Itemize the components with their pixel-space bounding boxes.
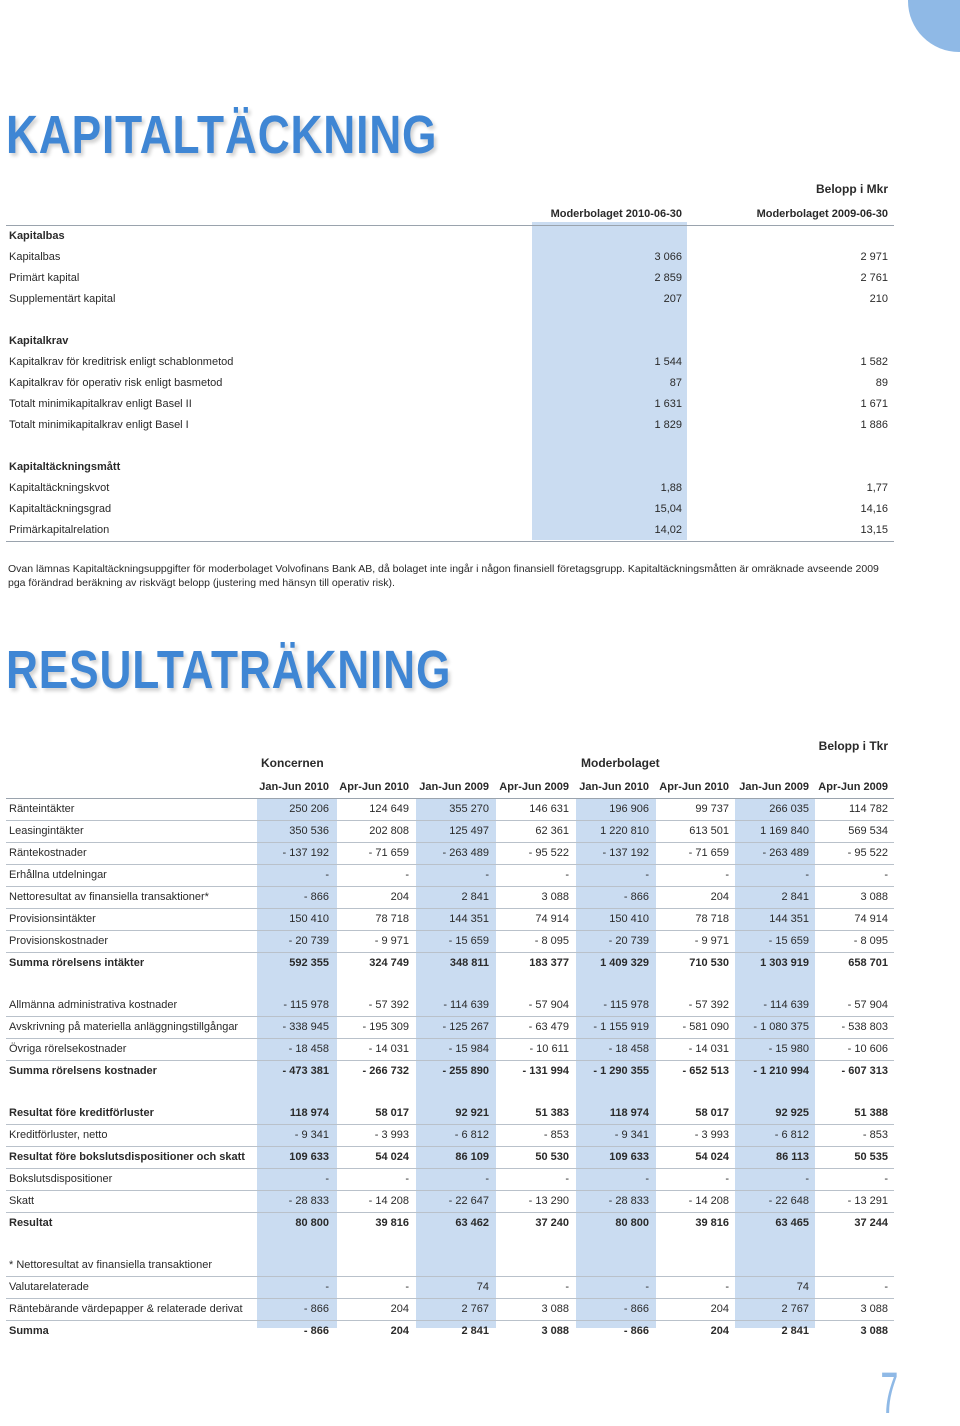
section-heading: [6, 331, 894, 352]
kapitaltackning-body: [6, 226, 894, 541]
cell-value: - 71 659: [368, 847, 409, 859]
corner-decoration: [908, 0, 960, 52]
cell-value: - 18 458: [608, 1043, 649, 1055]
cell-value: - 71 659: [688, 847, 729, 859]
value-2010: 3 066: [654, 251, 682, 263]
section-heading-label: Kapitalkrav: [9, 335, 69, 347]
row-label: Räntekostnader: [9, 847, 87, 859]
cell-value: - 28 833: [288, 1195, 329, 1207]
cell-value: 204: [710, 891, 729, 903]
value-2009: 2 761: [860, 272, 888, 284]
row-label: Kapitaltäckningskvot: [9, 482, 110, 494]
cell-value: 80 800: [615, 1217, 649, 1229]
cell-value: -: [405, 869, 409, 881]
cell-value: -: [884, 1173, 888, 1185]
resultatrakning-title: RESULTATRÄKNING: [6, 640, 452, 700]
cell-value: - 22 647: [448, 1195, 489, 1207]
cell-value: - 853: [543, 1129, 569, 1141]
cell-value: 86 109: [455, 1151, 489, 1163]
table-row: [6, 478, 894, 499]
cell-value: 37 244: [854, 1217, 888, 1229]
cell-value: 3 088: [541, 1325, 569, 1337]
cell-value: 204: [390, 1325, 409, 1337]
table-row: [6, 1277, 894, 1299]
value-2010: 2 859: [654, 272, 682, 284]
cell-value: 592 355: [289, 957, 329, 969]
column-header-2009: Moderbolaget 2009-06-30: [756, 208, 888, 220]
cell-value: - 95 522: [847, 847, 888, 859]
row-label: Avskrivning på materiella anläggningstillgångar: [9, 1021, 239, 1033]
cell-value: - 22 648: [768, 1195, 809, 1207]
cell-value: 124 649: [369, 803, 409, 815]
cell-value: - 473 381: [282, 1065, 329, 1077]
cell-value: -: [565, 1281, 569, 1293]
cell-value: - 8 095: [534, 935, 569, 947]
cell-value: - 195 309: [362, 1021, 409, 1033]
table-row: [6, 843, 894, 865]
table-row: [6, 1061, 894, 1082]
cell-value: - 6 812: [454, 1129, 489, 1141]
kapitaltackning-header-row: [6, 204, 894, 226]
value-2009: 89: [875, 377, 888, 389]
cell-value: 74 914: [854, 913, 888, 925]
cell-value: 1 220 810: [600, 825, 649, 837]
row-label: Kapitalkrav för operativ risk enligt basmetod: [9, 377, 223, 389]
row-label: Leasingintäkter: [9, 825, 84, 837]
table-row: [6, 995, 894, 1017]
cell-value: 74 914: [535, 913, 569, 925]
value-2009: 13,15: [860, 524, 888, 536]
cell-value: 114 782: [849, 803, 888, 815]
cell-value: - 131 994: [522, 1065, 569, 1077]
cell-value: -: [645, 1173, 649, 1185]
column-header: Apr-Jun 2010: [339, 781, 409, 793]
cell-value: - 8 095: [853, 935, 888, 947]
cell-value: - 338 945: [282, 1021, 329, 1033]
cell-value: -: [805, 869, 809, 881]
row-label: Ränteintäkter: [9, 803, 75, 815]
cell-value: 196 906: [609, 803, 649, 815]
column-header-2010: Moderbolaget 2010-06-30: [550, 208, 682, 220]
cell-value: -: [325, 1281, 329, 1293]
resultatrakning-body: [6, 799, 894, 1342]
cell-value: 150 410: [609, 913, 649, 925]
value-2009: 1,77: [866, 482, 888, 494]
cell-value: -: [884, 1281, 888, 1293]
cell-value: 150 410: [289, 913, 329, 925]
cell-value: 78 718: [695, 913, 729, 925]
cell-value: - 9 971: [694, 935, 729, 947]
cell-value: 51 388: [854, 1107, 888, 1119]
resultatrakning-unit: Belopp i Tkr: [818, 739, 888, 753]
column-header: Apr-Jun 2010: [659, 781, 729, 793]
cell-value: - 581 090: [682, 1021, 729, 1033]
cell-value: - 866: [303, 1325, 329, 1337]
row-label: Supplementärt kapital: [9, 293, 116, 305]
cell-value: 92 925: [775, 1107, 809, 1119]
table-row: [6, 821, 894, 843]
kapitaltackning-unit: Belopp i Mkr: [815, 182, 888, 196]
kapitaltackning-title: KAPITALTÄCKNING: [6, 105, 438, 165]
table-row: [6, 865, 894, 887]
cell-value: - 57 904: [528, 999, 569, 1011]
cell-value: - 866: [623, 891, 649, 903]
cell-value: 92 921: [455, 1107, 489, 1119]
table-row: [6, 887, 894, 909]
cell-value: - 10 611: [529, 1043, 569, 1055]
cell-value: - 866: [623, 1325, 649, 1337]
cell-value: - 13 290: [528, 1195, 569, 1207]
table-row: [6, 909, 894, 931]
column-header: Jan-Jun 2009: [419, 781, 489, 793]
row-label: Provisionskostnader: [9, 935, 109, 947]
table-row: [6, 1169, 894, 1191]
cell-value: 2 767: [461, 1303, 489, 1315]
cell-value: 266 035: [769, 803, 809, 815]
cell-value: - 114 639: [763, 999, 809, 1011]
cell-value: - 14 031: [688, 1043, 729, 1055]
cell-value: 2 841: [781, 1325, 809, 1337]
table-row: [6, 1017, 894, 1039]
cell-value: - 20 739: [608, 935, 649, 947]
cell-value: 183 377: [529, 957, 569, 969]
cell-value: - 853: [862, 1129, 888, 1141]
column-headers: [6, 777, 894, 799]
cell-value: 3 088: [860, 891, 888, 903]
cell-value: - 14 031: [368, 1043, 409, 1055]
cell-value: - 263 489: [762, 847, 809, 859]
cell-value: 3 088: [541, 1303, 569, 1315]
cell-value: 39 816: [695, 1217, 729, 1229]
cell-value: 62 361: [535, 825, 569, 837]
table-row: [6, 1213, 894, 1234]
cell-value: 658 701: [848, 957, 888, 969]
cell-value: 99 737: [695, 803, 729, 815]
cell-value: 63 462: [455, 1217, 489, 1229]
cell-value: 50 535: [854, 1151, 888, 1163]
cell-value: - 9 341: [614, 1129, 649, 1141]
cell-value: 58 017: [695, 1107, 729, 1119]
row-label: Resultat: [9, 1217, 53, 1229]
row-label: Övriga rörelsekostnader: [9, 1043, 127, 1055]
cell-value: - 607 313: [841, 1065, 888, 1077]
row-label: Valutarelaterade: [9, 1281, 89, 1293]
cell-value: - 15 980: [768, 1043, 809, 1055]
table-row: [6, 1299, 894, 1321]
cell-value: - 28 833: [608, 1195, 649, 1207]
table-row: [6, 352, 894, 373]
cell-value: 348 811: [449, 957, 489, 969]
cell-value: 63 465: [775, 1217, 809, 1229]
cell-value: 569 534: [848, 825, 888, 837]
page-number: 7: [880, 1361, 898, 1426]
table-row: [6, 1039, 894, 1061]
group-moderbolaget: Moderbolaget: [581, 756, 660, 770]
table-row: [6, 953, 894, 974]
cell-value: - 10 606: [847, 1043, 888, 1055]
cell-value: - 15 659: [448, 935, 489, 947]
row-label: Kapitalbas: [9, 251, 61, 263]
cell-value: 2 841: [781, 891, 809, 903]
column-header: Apr-Jun 2009: [499, 781, 569, 793]
cell-value: - 9 971: [374, 935, 409, 947]
row-label: Summa rörelsens intäkter: [9, 957, 145, 969]
cell-value: -: [485, 1173, 489, 1185]
cell-value: 109 633: [609, 1151, 649, 1163]
group-koncernen: Koncernen: [261, 756, 324, 770]
cell-value: - 3 993: [694, 1129, 729, 1141]
cell-value: - 137 192: [282, 847, 329, 859]
cell-value: - 255 890: [442, 1065, 489, 1077]
cell-value: 1 303 919: [760, 957, 809, 969]
resultatrakning-table: [6, 756, 894, 1342]
cell-value: -: [325, 869, 329, 881]
row-label: Summa: [9, 1325, 49, 1337]
cell-value: 324 749: [369, 957, 409, 969]
spacer: [6, 310, 894, 331]
row-label: Resultat före bokslutsdispositioner och skatt: [9, 1151, 245, 1163]
cell-value: - 57 392: [688, 999, 729, 1011]
row-label: Kreditförluster, netto: [9, 1129, 108, 1141]
column-header: Jan-Jun 2010: [259, 781, 329, 793]
cell-value: -: [725, 869, 729, 881]
row-label: Bokslutsdispositioner: [9, 1173, 113, 1185]
cell-value: - 3 993: [374, 1129, 409, 1141]
cell-value: 204: [710, 1325, 729, 1337]
cell-value: - 95 522: [528, 847, 569, 859]
cell-value: 118 974: [289, 1107, 329, 1119]
table-row: [6, 373, 894, 394]
cell-value: - 15 984: [448, 1043, 489, 1055]
table-row: [6, 1255, 894, 1277]
cell-value: 37 240: [535, 1217, 569, 1229]
cell-value: -: [485, 869, 489, 881]
row-label: * Nettoresultat av finansiella transaktioner: [9, 1259, 212, 1271]
cell-value: -: [725, 1173, 729, 1185]
section-heading: [6, 457, 894, 478]
cell-value: - 125 267: [442, 1021, 489, 1033]
row-label: Provisionsintäkter: [9, 913, 96, 925]
section-heading-label: Kapitaltäckningsmått: [9, 461, 121, 473]
spacer: [6, 436, 894, 457]
cell-value: 146 631: [529, 803, 569, 815]
cell-value: - 266 732: [362, 1065, 409, 1077]
cell-value: 204: [710, 1303, 729, 1315]
column-header: Jan-Jun 2009: [739, 781, 809, 793]
row-label: Totalt minimikapitalkrav enligt Basel I: [9, 419, 189, 431]
table-row: [6, 247, 894, 268]
kapitaltackning-note: Ovan lämnas Kapitaltäckningsuppgifter för moderbolaget Volvofinans Bank AB, då bolaget inte ingår i någon finansiell företagsgrupp. Kapitaltäckningsmåtten är omräknade avseende 2009 pga förändrad beräkning av riskvägt belopp (justering med hänsyn till operativ risk).: [8, 563, 879, 589]
column-header: Apr-Jun 2009: [818, 781, 888, 793]
cell-value: 2 841: [461, 891, 489, 903]
cell-value: - 6 812: [774, 1129, 809, 1141]
cell-value: - 14 208: [688, 1195, 729, 1207]
cell-value: 613 501: [689, 825, 729, 837]
cell-value: - 538 803: [841, 1021, 888, 1033]
cell-value: 2 841: [461, 1325, 489, 1337]
cell-value: 144 351: [449, 913, 489, 925]
cell-value: 74: [476, 1281, 489, 1293]
cell-value: -: [565, 869, 569, 881]
table-row: [6, 520, 894, 541]
table-row: [6, 799, 894, 821]
value-2009: 2 971: [860, 251, 888, 263]
cell-value: 710 530: [689, 957, 729, 969]
row-label: Resultat före kreditförluster: [9, 1107, 154, 1119]
cell-value: - 14 208: [368, 1195, 409, 1207]
table-row: [6, 1321, 894, 1342]
cell-value: - 57 904: [847, 999, 888, 1011]
cell-value: -: [725, 1281, 729, 1293]
cell-value: 80 800: [295, 1217, 329, 1229]
cell-value: 1 409 329: [600, 957, 649, 969]
table-row: [6, 931, 894, 953]
row-label: Erhållna utdelningar: [9, 869, 107, 881]
cell-value: 144 351: [769, 913, 809, 925]
cell-value: 204: [390, 1303, 409, 1315]
table-row: [6, 289, 894, 310]
value-2010: 1 631: [654, 398, 682, 410]
table-row: [6, 415, 894, 436]
value-2010: 87: [669, 377, 682, 389]
cell-value: 355 270: [449, 803, 489, 815]
value-2010: 14,02: [654, 524, 682, 536]
value-2009: 14,16: [860, 503, 888, 515]
section-heading: [6, 226, 894, 247]
cell-value: 51 383: [535, 1107, 569, 1119]
cell-value: 3 088: [860, 1325, 888, 1337]
cell-value: - 57 392: [368, 999, 409, 1011]
table-row: [6, 1103, 894, 1125]
value-2010: 207: [663, 293, 682, 305]
row-label: Summa rörelsens kostnader: [9, 1065, 157, 1077]
cell-value: 3 088: [860, 1303, 888, 1315]
value-2010: 1,88: [660, 482, 682, 494]
cell-value: - 1 080 375: [753, 1021, 809, 1033]
table-row: [6, 394, 894, 415]
section-heading-label: Kapitalbas: [9, 230, 65, 242]
cell-value: 54 024: [375, 1151, 409, 1163]
row-label: Allmänna administrativa kostnader: [9, 999, 178, 1011]
cell-value: - 866: [303, 1303, 329, 1315]
cell-value: 50 530: [535, 1151, 569, 1163]
row-label: Primärt kapital: [9, 272, 80, 284]
cell-value: - 115 978: [283, 999, 329, 1011]
cell-value: - 866: [623, 1303, 649, 1315]
cell-value: -: [884, 869, 888, 881]
value-2009: 1 671: [860, 398, 888, 410]
cell-value: 204: [390, 891, 409, 903]
divider: [6, 541, 894, 542]
cell-value: 350 536: [289, 825, 329, 837]
cell-value: - 18 458: [288, 1043, 329, 1055]
table-row: [6, 499, 894, 520]
table-row: [6, 1191, 894, 1213]
cell-value: - 15 659: [768, 935, 809, 947]
row-label: Totalt minimikapitalkrav enligt Basel II: [9, 398, 192, 410]
cell-value: 118 974: [609, 1107, 649, 1119]
cell-value: - 1 155 919: [593, 1021, 649, 1033]
cell-value: -: [325, 1173, 329, 1185]
table-row: [6, 1125, 894, 1147]
cell-value: 54 024: [695, 1151, 729, 1163]
cell-value: - 13 291: [847, 1195, 888, 1207]
row-label: Kapitalkrav för kreditrisk enligt schablonmetod: [9, 356, 234, 368]
row-label: Kapitaltäckningsgrad: [9, 503, 112, 515]
cell-value: 2 767: [781, 1303, 809, 1315]
row-label: Räntebärande värdepapper & relaterade derivat: [9, 1303, 243, 1315]
cell-value: - 866: [303, 891, 329, 903]
cell-value: 78 718: [375, 913, 409, 925]
cell-value: 125 497: [449, 825, 489, 837]
cell-value: 109 633: [289, 1151, 329, 1163]
value-2009: 1 886: [860, 419, 888, 431]
value-2010: 1 544: [654, 356, 682, 368]
cell-value: 202 808: [369, 825, 409, 837]
cell-value: - 1 210 994: [753, 1065, 809, 1077]
cell-value: -: [405, 1173, 409, 1185]
cell-value: 86 113: [775, 1151, 809, 1163]
cell-value: 1 169 840: [760, 825, 809, 837]
cell-value: -: [805, 1173, 809, 1185]
row-label: Primärkapitalrelation: [9, 524, 110, 536]
value-2009: 1 582: [860, 356, 888, 368]
value-2010: 15,04: [654, 503, 682, 515]
cell-value: - 20 739: [288, 935, 329, 947]
cell-value: - 63 479: [528, 1021, 569, 1033]
cell-value: -: [645, 1281, 649, 1293]
row-label: Skatt: [9, 1195, 35, 1207]
cell-value: - 114 639: [443, 999, 489, 1011]
kapitaltackning-table: [6, 204, 894, 542]
cell-value: - 137 192: [602, 847, 649, 859]
row-label: Nettoresultat av finansiella transaktioner*: [9, 891, 209, 903]
table-row: [6, 268, 894, 289]
cell-value: 74: [796, 1281, 809, 1293]
cell-value: - 652 513: [682, 1065, 729, 1077]
cell-value: 39 816: [375, 1217, 409, 1229]
cell-value: -: [565, 1173, 569, 1185]
cell-value: 3 088: [541, 891, 569, 903]
cell-value: 250 206: [289, 803, 329, 815]
cell-value: - 115 978: [603, 999, 649, 1011]
cell-value: - 263 489: [442, 847, 489, 859]
value-2010: 1 829: [654, 419, 682, 431]
cell-value: -: [645, 869, 649, 881]
column-header: Jan-Jun 2010: [579, 781, 649, 793]
cell-value: 58 017: [375, 1107, 409, 1119]
cell-value: - 9 341: [294, 1129, 329, 1141]
value-2009: 210: [869, 293, 888, 305]
table-row: [6, 1147, 894, 1169]
cell-value: - 1 290 355: [593, 1065, 649, 1077]
cell-value: -: [405, 1281, 409, 1293]
